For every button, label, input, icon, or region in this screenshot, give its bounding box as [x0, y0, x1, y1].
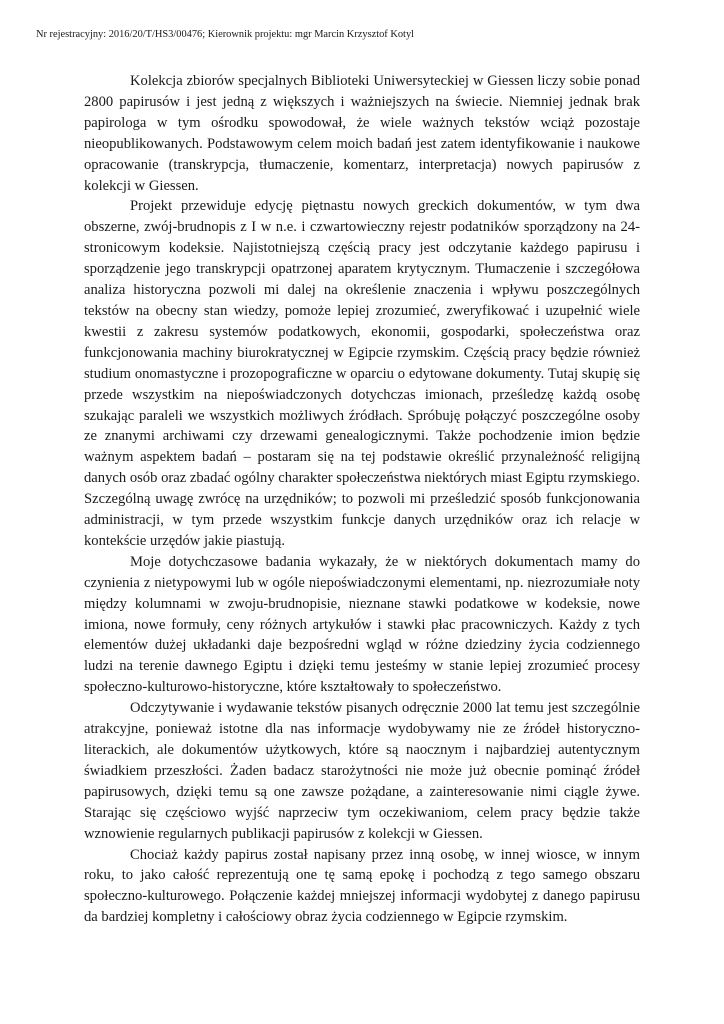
paragraph-1: Kolekcja zbiorów specjalnych Biblioteki Uniwersyteckiej w Giessen liczy sobie ponad 2800 papirusów i jest jedną z większych i ważniejszych na świecie. Niemniej jednak brak papirologa w tym ośrodku spowodował, że wiele ważnych tekstów wciąż pozostaje nieopublikowanych. Podstawowym celem moich badań jest zatem identyfikowanie i naukowe opracowanie (transkrypcja, tłumaczenie, komentarz, interpretacja) nowych papirusów z kolekcji w Giessen. — [84, 73, 640, 194]
paragraph-5: Chociaż każdy papirus został napisany przez inną osobę, w innej wiosce, w innym roku, to jako całość reprezentują one tę samą epokę i pochodzą z tego samego obszaru społeczno-kulturowego. Połączenie każdej mniejszej informacji wydobytej z danego papirusu da bardziej kompletny i całościowy obraz życia codziennego w Egipcie rzymskim. — [84, 846, 640, 926]
paragraph-2: Projekt przewiduje edycję piętnastu nowych greckich dokumentów, w tym dwa obszerne, zwój-brudnopis z I w n.e. i czwartowieczny rejestr podatników sporządzony na 24-stronicowym kodeksie. Najistotniejszą częścią pracy jest odczytanie każdego papirusu i sporządzenie jego transkrypcji opatrzonej aparatem krytycznym. Tłumaczenie i szczegółowa analiza historyczna pozwoli mi dalej na określenie znaczenia i wpływu poszczególnych tekstów na obecny stan wiedzy, pomoże lepiej zrozumieć, zweryfikować i uzupełnić wiele kwestii z zakresu systemów podatkowych, ekonomii, gospodarki, społeczeństwa oraz funkcjonowania machiny biurokratycznej w Egipcie rzymskim. Częścią pracy będzie również studium onomastyczne i prozopograficzne w oparciu o edytowane dokumenty. Tutaj skupię się przede wszystkim na niepoświadczonych dotychczas imionach, prześledzę każdą osobę szukając paraleli we wszystkich możliwych źródłach. Spróbuję połączyć poszczególne osoby ze znanymi archiwami czy drzewami genealogicznymi. Także pochodzenie imion będzie ważnym aspektem badań – postaram się na tej podstawie określić przynależność religijną danych osób oraz zbadać ogólny charakter społeczeństwa niektórych miast Egiptu rzymskiego. Szczególną uwagę zwrócę na urzędników; to pozwoli mi prześledzić sposób funkcjonowania administracji, w tym przede wszystkim funkcje danych urzędników oraz ich relacje w kontekście urzędów jakie piastują. — [84, 198, 640, 549]
paragraph-3: Moje dotychczasowe badania wykazały, że w niektórych dokumentach mamy do czynienia z nietypowymi lub w ogóle niepoświadczonymi elementami, np. niezrozumiałe noty między kolumnami w zwoju-brudnopisie, nieznane stawki podatkowe w kodeksie, nowe imiona, nowe formuły, ceny różnych artykułów i stawki płac pracowniczych. Każdy z tych elementów dużej układanki daje bezpośredni wgląd w różne dziedziny życia codziennego ludzi na terenie dawnego Egiptu i dzięki temu jesteśmy w stanie lepiej zrozumieć procesy społeczno-kulturowo-historyczne, które kształtowały to społeczeństwo. — [84, 553, 640, 696]
document-header: Nr rejestracyjny: 2016/20/T/HS3/00476; Kierownik projektu: mgr Marcin Krzysztof Kotyl — [36, 29, 415, 40]
paragraph-4: Odczytywanie i wydawanie tekstów pisanych odręcznie 2000 lat temu jest szczególnie atrakcyjne, ponieważ istotne dla nas informacje wydobywamy nie ze źródeł historyczno-literackich, ale dokumentów użytkowych, które są naocznym i najbardziej autentycznym świadkiem przeszłości. Żaden badacz starożytności nie może już obecnie pominąć źródeł papirusowych, dzięki temu są one zawsze pożądane, a zainteresowanie nimi ciągle żywe. Starając się częściowo wyjść naprzeciw tym oczekiwaniom, celem pracy będzie także wznowienie regularnych publikacji papirusów z kolekcji w Giessen. — [84, 700, 640, 842]
document-body — [84, 71, 640, 928]
